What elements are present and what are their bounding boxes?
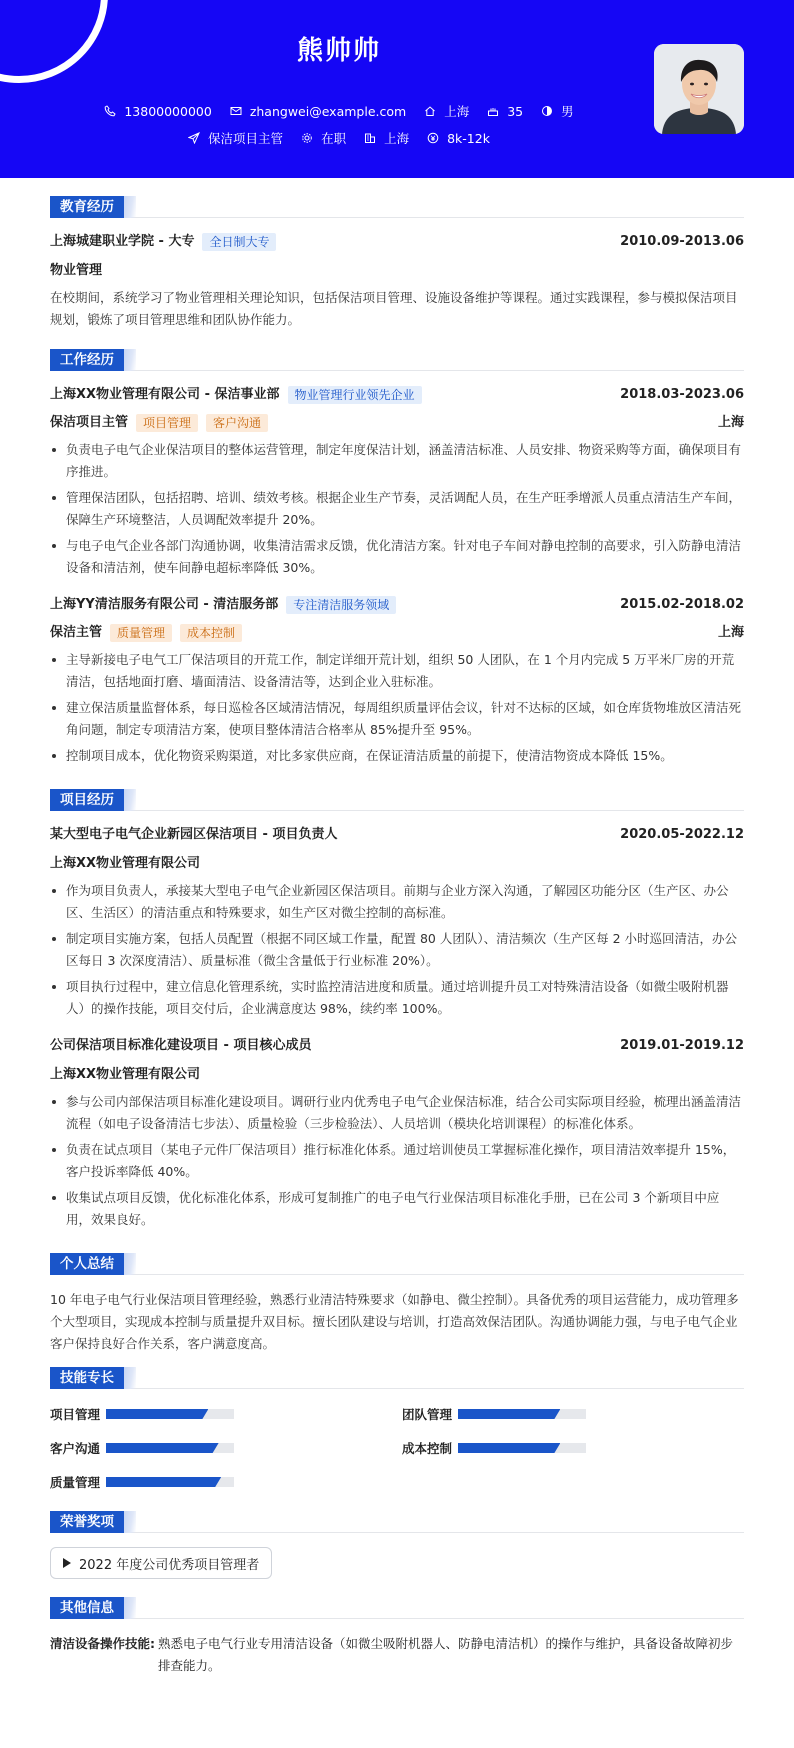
education-section xyxy=(50,196,744,331)
skill-item xyxy=(50,1403,402,1425)
expected-city-text: 上海 xyxy=(384,131,410,146)
age-item xyxy=(487,104,523,119)
building-icon xyxy=(364,132,376,144)
contact-row xyxy=(0,102,678,120)
cake-icon xyxy=(487,105,499,117)
list-item: 管理保洁团队，包括招聘、培训、绩效考核。根据企业生产节奏，灵活调配人员，在生产旺季增派人员重点清洁生产车间，保障生产环境整洁，人员调配效率提升 20%。 xyxy=(50,487,744,531)
avatar-portrait xyxy=(654,44,744,134)
skill-fill xyxy=(106,1409,208,1419)
education-tag: 全日制大专 xyxy=(202,233,276,251)
list-item: 参与公司内部保洁项目标准化建设项目。调研行业内优秀电子电气企业保洁标准，结合公司实际项目经验，梳理出涵盖清洁流程（如电子设备清洁七步法）、质量检验（三步检验法）、人员培训（模块化培训课程）的标准化体系。 xyxy=(50,1091,744,1135)
award-item[interactable] xyxy=(50,1547,272,1579)
project-entry xyxy=(50,825,744,1020)
skill-item xyxy=(402,1437,744,1459)
home-icon xyxy=(424,105,436,117)
list-item: 主导新接电子电气工厂保洁项目的开荒工作，制定详细开荒计划，组织 50 人团队，在 1 个月内完成 5 万平米厂房的开荒清洁，包括地面打磨、墙面清洁、设备清洁等，达到企业入驻标准。 xyxy=(50,649,744,693)
work-role: 保洁项目主管 xyxy=(50,415,129,430)
work-city: 上海 xyxy=(717,625,744,640)
gender-text: 男 xyxy=(561,104,574,119)
position-item xyxy=(188,129,283,147)
other-section xyxy=(50,1597,744,1677)
list-item: 控制项目成本，优化物资采购渠道，对比多家供应商，在保证清洁质量的前提下，使清洁物资成本降低 15%。 xyxy=(50,745,744,767)
skill-fill xyxy=(458,1443,560,1453)
project-entry xyxy=(50,1036,744,1231)
list-item: 制定项目实施方案，包括人员配置（根据不同区域工作量，配置 80 人团队）、清洁频次（生产区每 2 小时巡回清洁，办公区每日 3 次深度清洁）、质量标准（微尘含量低于行业标准 20%）。 xyxy=(50,928,744,972)
work-city: 上海 xyxy=(717,415,744,430)
work-date: 2018.03-2023.06 xyxy=(620,387,744,402)
skill-bar xyxy=(106,1409,234,1419)
school-name: 上海城建职业学院 - 大专 xyxy=(50,234,195,249)
skill-name: 项目管理 xyxy=(50,1407,101,1422)
status-item xyxy=(301,129,346,147)
awards-section xyxy=(50,1511,744,1579)
skill-bar xyxy=(458,1409,586,1419)
money-icon xyxy=(427,132,439,144)
skill-bar xyxy=(458,1443,586,1453)
phone-icon xyxy=(104,105,116,117)
age-text: 35 xyxy=(507,103,524,119)
skill-bar xyxy=(106,1443,234,1453)
education-row xyxy=(50,232,744,252)
list-item: 建立保洁质量监督体系，每日巡检各区域清洁情况，每周组织质量评估会议，针对不达标的区域，如仓库货物堆放区清洁死角问题，制定专项清洁方案，使项目整体清洁合格率从 85%提升至 95%。 xyxy=(50,697,744,741)
work-role: 保洁主管 xyxy=(50,625,103,640)
city-item xyxy=(424,102,469,120)
project-company: 上海XX物业管理有限公司 xyxy=(50,1067,201,1082)
gear-icon xyxy=(301,132,313,144)
skill-item xyxy=(50,1471,402,1493)
email-item xyxy=(230,104,406,119)
work-role-tag: 成本控制 xyxy=(180,624,242,642)
skill-name: 客户沟通 xyxy=(50,1441,101,1456)
education-desc: 在校期间，系统学习了物业管理相关理论知识，包括保洁项目管理、设施设备维护等课程。通过实践课程，参与模拟保洁项目规划，锻炼了项目管理思维和团队协作能力。 xyxy=(50,290,738,327)
work-section xyxy=(50,349,744,767)
award-text: 2022 年度公司优秀项目管理者 xyxy=(79,1557,260,1573)
skills-title: 技能专长 xyxy=(50,1367,124,1389)
skill-fill xyxy=(106,1443,219,1453)
status-text: 在职 xyxy=(321,131,347,146)
projects-title: 项目经历 xyxy=(50,789,124,811)
list-item: 项目执行过程中，建立信息化管理系统，实时监控清洁进度和质量。通过培训提升员工对特殊清洁设备（如微尘吸附机器人）的操作技能，项目交付后，企业满意度达 98%，续约率 100%。 xyxy=(50,976,744,1020)
work-role-tag: 项目管理 xyxy=(136,414,198,432)
projects-section xyxy=(50,789,744,1231)
send-icon xyxy=(188,132,200,144)
list-item: 收集试点项目反馈，优化标准化体系，形成可复制推广的电子电气行业保洁项目标准化手册，已在公司 3 个新项目中应用，效果良好。 xyxy=(50,1187,744,1231)
avatar xyxy=(654,44,744,134)
summary-section xyxy=(50,1253,744,1355)
list-item: 与电子电气企业各部门沟通协调，收集清洁需求反馈，优化清洁方案。针对电子车间对静电控制的高要求，引入防静电清洁设备和清洁剂，使车间静电超标率降低 30%。 xyxy=(50,535,744,579)
position-text: 保洁项目主管 xyxy=(208,131,284,146)
candidate-name: 熊帅帅 xyxy=(296,36,381,66)
email-text: zhangwei@example.com xyxy=(249,103,407,119)
other-value: 熟悉电子电气行业专用清洁设备（如微尘吸附机器人、防静电清洁机）的操作与维护，具备设备故障初步排查能力。 xyxy=(158,1636,734,1673)
other-title: 其他信息 xyxy=(50,1597,124,1619)
gender-icon xyxy=(541,105,553,117)
project-title: 某大型电子电气企业新园区保洁项目 - 项目负责人 xyxy=(50,827,338,842)
phone-item xyxy=(104,104,211,119)
skill-fill xyxy=(106,1477,221,1487)
work-company-tag: 物业管理行业领先企业 xyxy=(288,386,422,404)
education-title: 教育经历 xyxy=(50,196,124,218)
list-item: 作为项目负责人，承接某大型电子电气企业新园区保洁项目。前期与企业方深入沟通，了解园区功能分区（生产区、办公区、生活区）的清洁重点和特殊要求，如生产区对微尘控制的高标准。 xyxy=(50,880,744,924)
education-date: 2010.09-2013.06 xyxy=(620,234,744,249)
project-company: 上海XX物业管理有限公司 xyxy=(50,856,201,871)
summary-title: 个人总结 xyxy=(50,1253,124,1275)
skill-bar xyxy=(106,1477,234,1487)
work-date: 2015.02-2018.02 xyxy=(620,597,744,612)
gender-item xyxy=(541,102,574,120)
phone-text: 13800000000 xyxy=(124,103,212,119)
skill-fill xyxy=(458,1409,560,1419)
project-title: 公司保洁项目标准化建设项目 - 项目核心成员 xyxy=(50,1038,312,1053)
skill-name: 团队管理 xyxy=(402,1407,453,1422)
mail-icon xyxy=(230,105,242,117)
work-role-tag: 客户沟通 xyxy=(206,414,268,432)
work-company-tag: 专注清洁服务领域 xyxy=(286,596,396,614)
resume-header xyxy=(0,0,794,178)
triangle-right-icon xyxy=(63,1558,71,1568)
other-item xyxy=(50,1633,744,1677)
list-item: 负责电子电气企业保洁项目的整体运营管理，制定年度保洁计划，涵盖清洁标准、人员安排、物资采购等方面，确保项目有序推进。 xyxy=(50,439,744,483)
job-intent-row xyxy=(0,129,678,147)
salary-text: 8k-12k xyxy=(447,130,490,146)
skill-item xyxy=(50,1437,402,1459)
work-entry xyxy=(50,595,744,767)
skills-section xyxy=(50,1367,744,1493)
skill-item xyxy=(402,1403,744,1425)
work-company: 上海YY清洁服务有限公司 - 清洁服务部 xyxy=(50,597,279,612)
other-label: 清洁设备操作技能: xyxy=(50,1636,155,1651)
work-role-tag: 质量管理 xyxy=(110,624,172,642)
work-company: 上海XX物业管理有限公司 - 保洁事业部 xyxy=(50,387,280,402)
expected-city-item xyxy=(364,129,409,147)
skills-grid xyxy=(50,1403,744,1493)
education-major: 物业管理 xyxy=(50,263,103,278)
work-entry xyxy=(50,385,744,579)
work-title: 工作经历 xyxy=(50,349,124,371)
list-item: 负责在试点项目（某电子元件厂保洁项目）推行标准化体系。通过培训使员工掌握标准化操作，项目清洁效率提升 15%，客户投诉率降低 40%。 xyxy=(50,1139,744,1183)
summary-text: 10 年电子电气行业保洁项目管理经验，熟悉行业清洁特殊要求（如静电、微尘控制）。具备优秀的项目运营能力，成功管理多个大型项目，实现成本控制与质量提升双目标。擅长团队建设与培训，打造高效保洁团队。沟通协调能力强，与电子电气企业客户保持良好合作关系，客户满意度高。 xyxy=(50,1292,739,1351)
project-date: 2020.05-2022.12 xyxy=(620,827,744,842)
salary-item xyxy=(427,131,490,146)
skill-name: 质量管理 xyxy=(50,1475,101,1490)
project-date: 2019.01-2019.12 xyxy=(620,1038,744,1053)
skill-name: 成本控制 xyxy=(402,1441,453,1456)
city-text: 上海 xyxy=(444,104,470,119)
awards-title: 荣誉奖项 xyxy=(50,1511,124,1533)
